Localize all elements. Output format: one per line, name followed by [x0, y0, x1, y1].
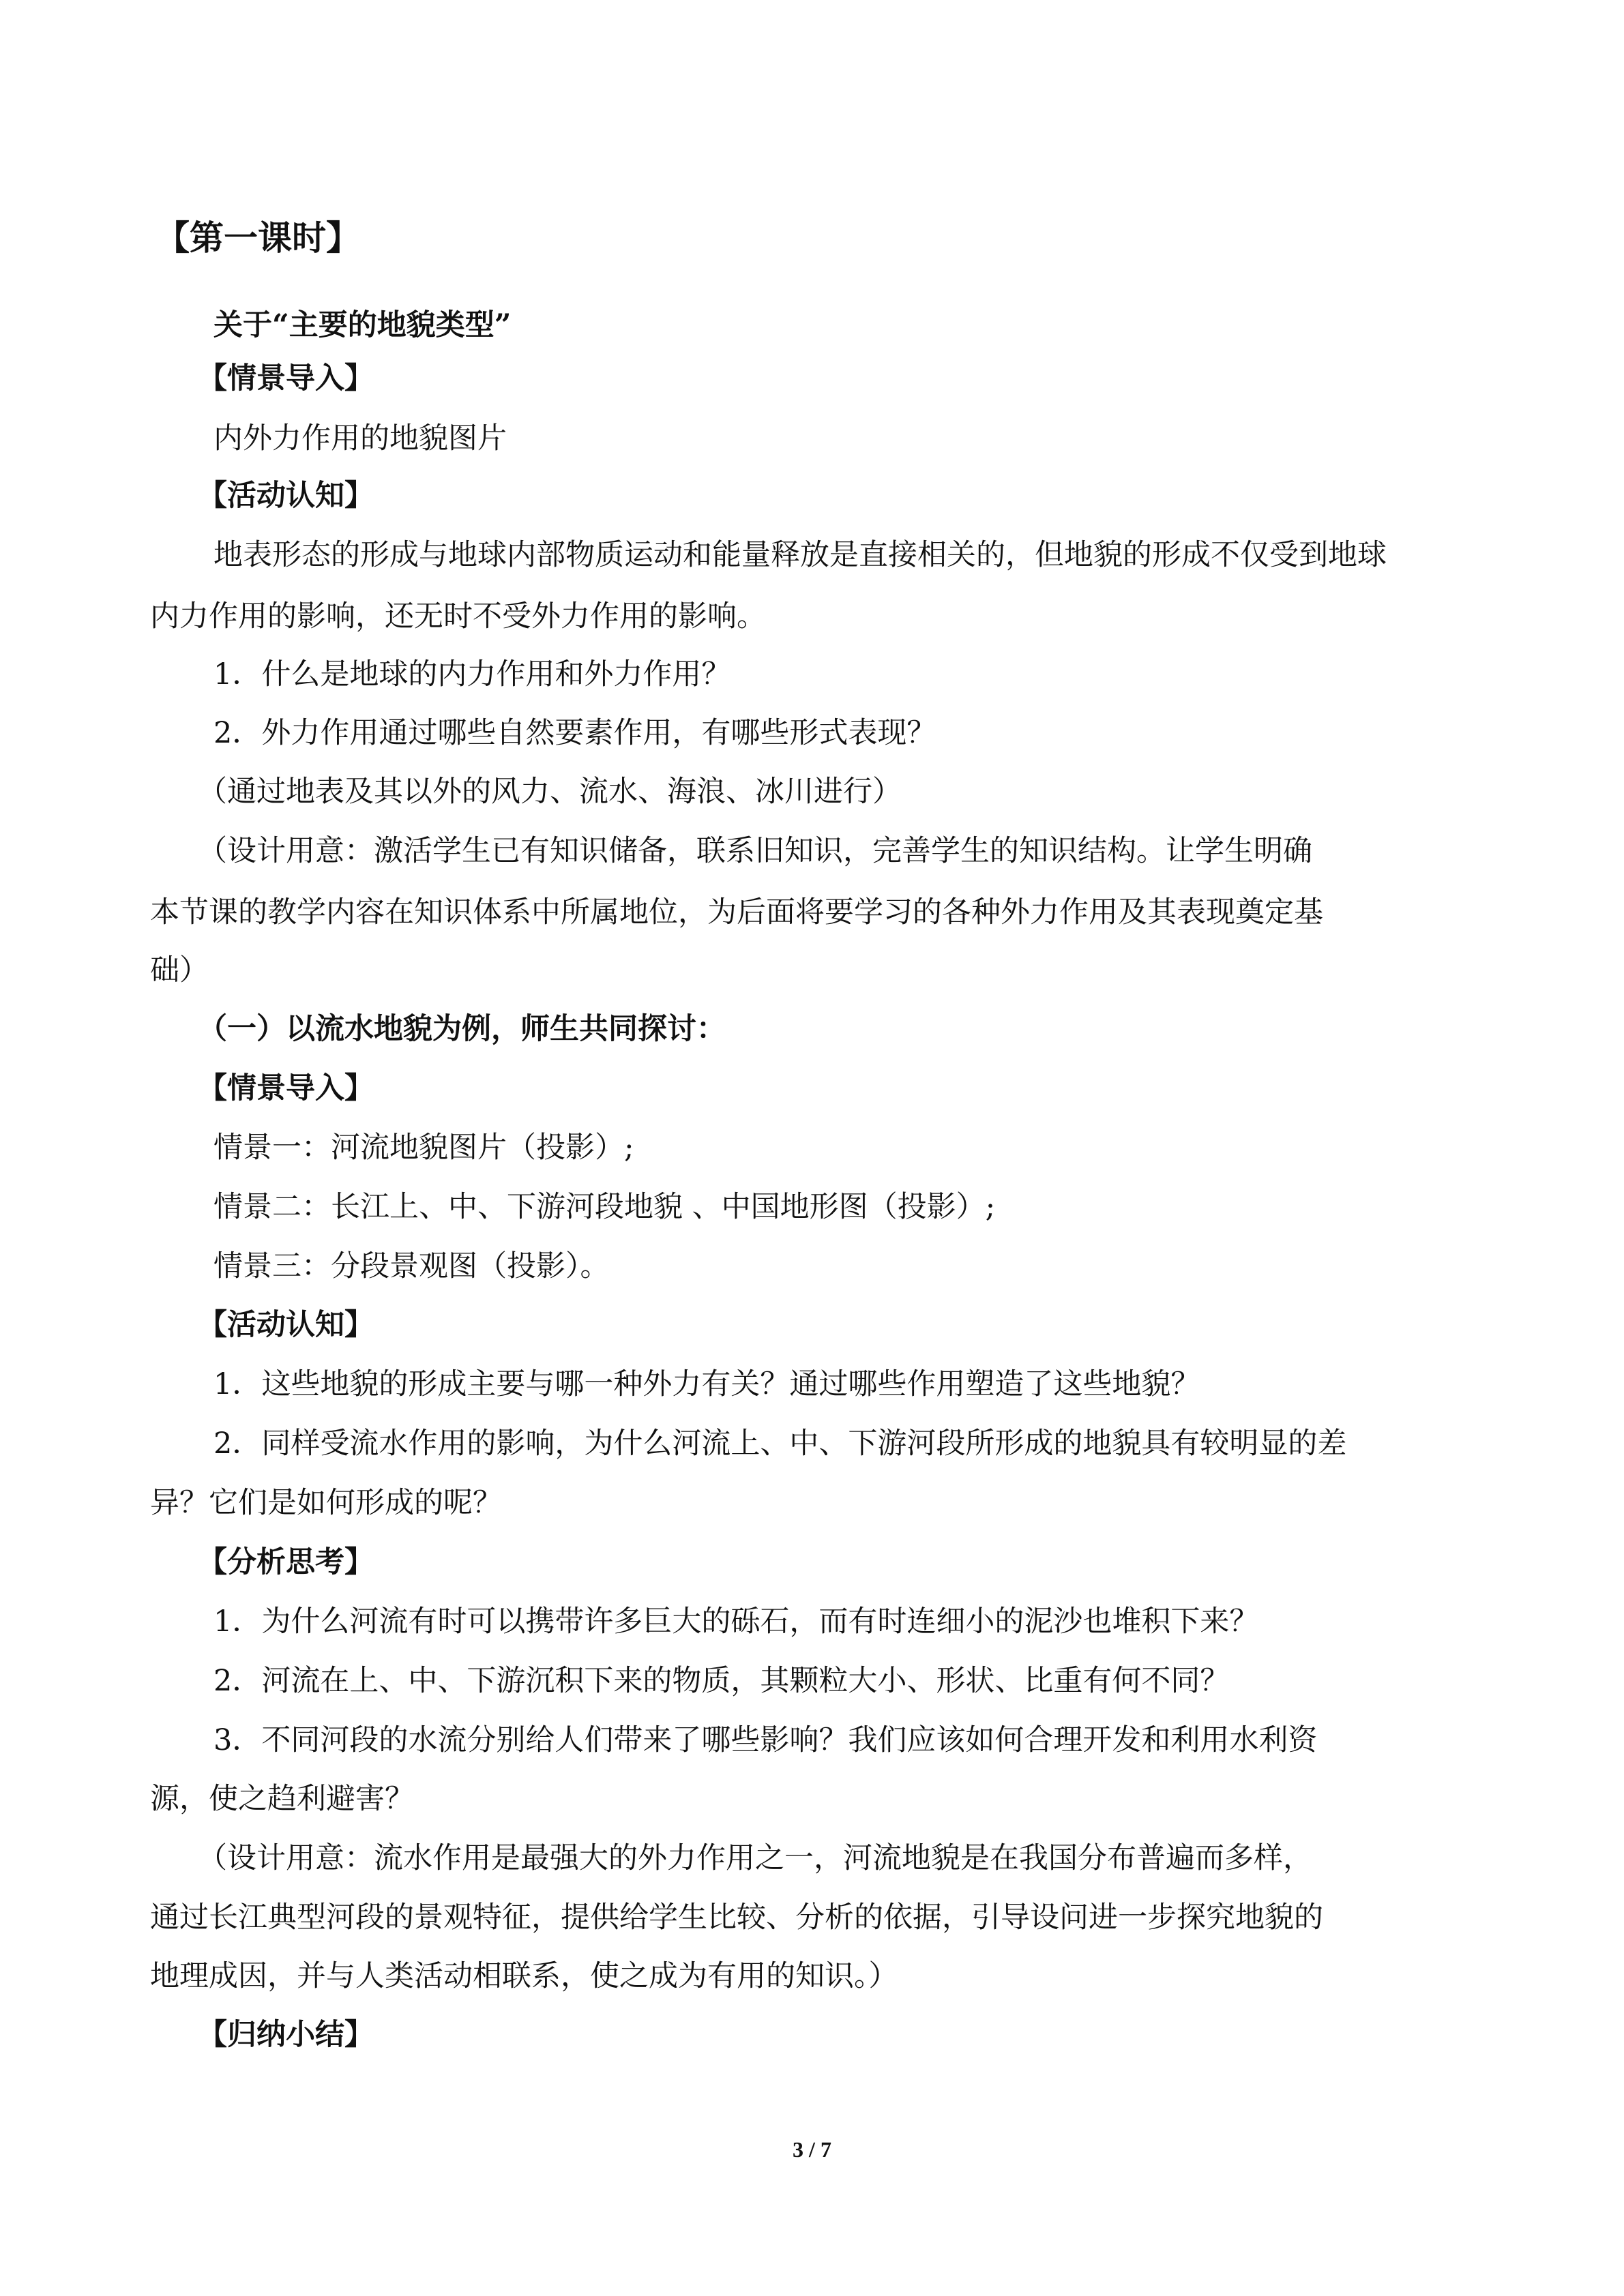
activity-question-1: 1．这些地貌的形成主要与哪一种外力有关？通过哪些作用塑造了这些地貌？ — [213, 1367, 1200, 1401]
thinking-question-2: 2．河流在上、中、下游沉积下来的物质，其颗粒大小、形状、比重有何不同？ — [213, 1664, 1230, 1698]
design-note-line: 地理成因，并与人类活动相联系，使之成为有用的知识。） — [150, 1959, 898, 1993]
topic-heading: 关于“主要的地貌类型” — [213, 308, 512, 342]
design-note-line: 通过长江典型河段的景观特征，提供给学生比较、分析的依据，引导设问进一步探究地貌的 — [150, 1900, 1323, 1935]
intro-heading: 【情景导入】 — [198, 1071, 374, 1105]
summary-heading: 【归纳小结】 — [198, 2018, 374, 2052]
question-2-note: （通过地表及其以外的风力、流水、海浪、冰川进行） — [198, 775, 902, 809]
scene-2: 情景二：长江上、中、下游河段地貌 、中国地形图（投影）; — [213, 1190, 996, 1224]
section-heading: （一）以流水地貌为例，师生共同探讨： — [198, 1012, 726, 1046]
analysis-heading: 【分析思考】 — [198, 1545, 374, 1579]
scene-3: 情景三：分段景观图（投影）。 — [213, 1249, 610, 1283]
design-note-line: （设计用意：流水作用是最强大的外力作用之一，河流地貌是在我国分布普遍而多样， — [198, 1841, 1312, 1875]
lesson-title: 【第一课时】 — [156, 218, 360, 258]
design-note-line: （设计用意：激活学生已有知识储备，联系旧知识，完善学生的知识结构。让学生明确 — [198, 834, 1312, 868]
thinking-question-3-line: 源，使之趋利避害？ — [150, 1782, 414, 1816]
thinking-question-1: 1．为什么河流有时可以携带许多巨大的砾石，而有时连细小的泥沙也堆积下来？ — [213, 1605, 1259, 1639]
activity-heading: 【活动认知】 — [198, 479, 374, 513]
design-note-line: 本节课的教学内容在知识体系中所属地位，为后面将要学习的各种外力作用及其表现奠定基 — [150, 895, 1323, 929]
intro-text: 内外力作用的地貌图片 — [213, 421, 507, 456]
activity-question-2-line: 异？它们是如何形成的呢？ — [150, 1486, 502, 1520]
activity-paragraph-line: 地表形态的形成与地球内部物质运动和能量释放是直接相关的，但地貌的形成不仅受到地球 — [213, 538, 1387, 572]
question-1: 1．什么是地球的内力作用和外力作用？ — [213, 657, 731, 691]
intro-heading: 【情景导入】 — [198, 361, 374, 396]
activity-heading: 【活动认知】 — [198, 1308, 374, 1342]
activity-question-2-line: 2．同样受流水作用的影响，为什么河流上、中、下游河段所形成的地貌具有较明显的差 — [213, 1427, 1347, 1461]
activity-paragraph-line: 内力作用的影响，还无时不受外力作用的影响。 — [150, 599, 766, 633]
question-2: 2．外力作用通过哪些自然要素作用，有哪些形式表现？ — [213, 716, 936, 750]
scene-1: 情景一：河流地貌图片（投影）; — [213, 1131, 634, 1165]
design-note-line: 础） — [150, 953, 209, 987]
page-number: 3 / 7 — [793, 2137, 831, 2162]
thinking-question-3-line: 3．不同河段的水流分别给人们带来了哪些影响？我们应该如何合理开发和利用水利资 — [213, 1723, 1318, 1757]
